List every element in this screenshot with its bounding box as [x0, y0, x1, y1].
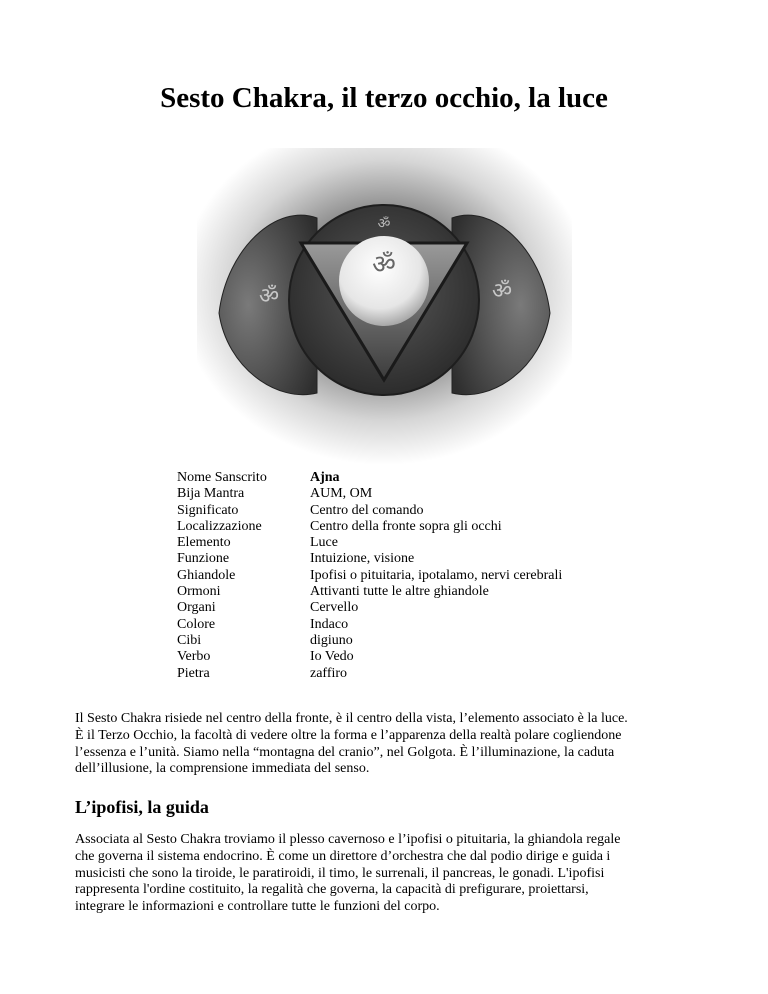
property-row: [177, 568, 562, 584]
property-value: Ajna: [310, 470, 340, 485]
property-label: Verbo: [177, 649, 211, 665]
property-label: Elemento: [177, 535, 231, 551]
property-label: Cibi: [177, 632, 202, 648]
intro-paragraph: [75, 711, 700, 778]
section-heading: L’ipofisi, la guida: [75, 797, 209, 817]
text-line: Il Sesto Chakra risiede nel centro della fronte, è il centro della vista, l’elemento associato è la luce.: [75, 711, 628, 726]
property-row: [177, 649, 562, 665]
property-value: Luce: [310, 535, 338, 551]
property-value: Ipofisi o pituitaria, ipotalamo, nervi cerebrali: [310, 567, 563, 583]
property-label: Pietra: [177, 665, 210, 681]
ajna-chakra-symbol-icon: [197, 148, 572, 465]
property-value: zaffiro: [310, 665, 348, 681]
property-value: Attivanti tutte le altre ghiandole: [310, 584, 489, 600]
property-label: Ormoni: [177, 584, 221, 600]
property-label: Funzione: [177, 551, 230, 567]
property-row: [177, 600, 562, 616]
property-row: [177, 486, 562, 502]
text-line: che governa il sistema endocrino. È come un direttore d’orchestra che dal podio dirige e guida i: [75, 848, 611, 864]
svg-text:ॐ: ॐ: [377, 216, 391, 232]
text-line: dell’illusione, la comprensione immediata del senso.: [75, 761, 370, 777]
property-row: [177, 503, 562, 519]
property-row: [177, 470, 562, 486]
property-value: AUM, OM: [310, 486, 373, 502]
property-row: [177, 666, 562, 682]
property-row: [177, 519, 562, 535]
text-line: Associata al Sesto Chakra troviamo il plesso cavernoso e l’ipofisi o pituitaria, la ghiandola regale: [75, 832, 621, 847]
property-value: Centro della fronte sopra gli occhi: [310, 518, 502, 534]
property-value: Intuizione, visione: [310, 551, 415, 567]
svg-text:ॐ: ॐ: [372, 250, 396, 280]
text-line: È il Terzo Occhio, la facoltà di vedere oltre la forma e l’apparenza della realtà polare cogliendone: [75, 727, 622, 743]
page-title: Sesto Chakra, il terzo occhio, la luce: [160, 82, 608, 114]
text-line: l’essenza e l’unità. Siamo nella “montagna del cranio”, nel Golgota. È l’illuminazione, la caduta: [75, 744, 615, 760]
svg-text:ॐ: ॐ: [491, 279, 513, 304]
property-row: [177, 551, 562, 567]
property-label: Localizzazione: [177, 518, 262, 534]
text-line: rappresenta l'ordine costituito, la regalità che governa, la capacità di prefigurare, proiettarsi,: [75, 882, 589, 898]
property-value: digiuno: [310, 632, 353, 648]
text-line: integrare le informazioni e controllare tutte le funzioni del corpo.: [75, 899, 440, 915]
property-label: Ghiandole: [177, 567, 236, 583]
property-value: Centro del comando: [310, 502, 424, 518]
property-label: Bija Mantra: [177, 486, 245, 502]
property-row: [177, 617, 562, 633]
section-paragraph: [75, 832, 700, 916]
property-label: Significato: [177, 502, 239, 518]
text-line: musicisti che sono la tiroide, le paratiroidi, il timo, le surrenali, il pancreas, le gonadi. L'ipofisi: [75, 865, 605, 881]
property-label: Organi: [177, 600, 216, 616]
property-value: Io Vedo: [310, 649, 354, 665]
property-label: Nome Sanscrito: [177, 470, 267, 485]
property-row: [177, 584, 562, 600]
property-label: Colore: [177, 616, 216, 632]
svg-text:ॐ: ॐ: [258, 284, 280, 309]
property-row: [177, 535, 562, 551]
property-value: Indaco: [310, 616, 349, 632]
property-row: [177, 633, 562, 649]
property-value: Cervello: [310, 600, 359, 616]
properties-table: [177, 470, 562, 682]
